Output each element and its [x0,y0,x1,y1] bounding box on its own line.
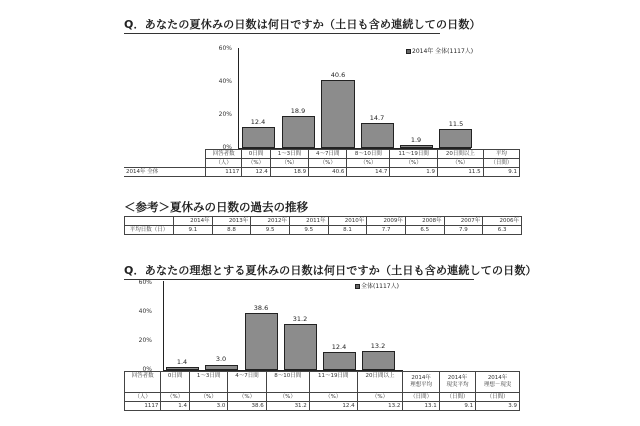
chart2-label-4to7days: 38.6 [253,304,269,312]
chart1-label-4to7days: 40.6 [330,71,346,79]
table3-value-ideal: 13.1 [403,402,439,411]
history-year-2011: 2011年 [289,217,328,226]
history-year-2014: 2014年 [174,217,213,226]
table1-value-respondents: 1117 [206,168,242,177]
chart2-bar-0days [166,367,199,370]
history-year-2013: 2013年 [212,217,251,226]
history-title: ＜参考＞夏休みの日数の過去の推移 [124,200,308,214]
table3-header-respondents: 回答者数 [125,372,161,393]
history-year-2012: 2012年 [251,217,290,226]
chart2-data-table [124,371,520,411]
table1-value-1to3days: 18.9 [270,168,308,177]
table1-value-average: 9.1 [483,168,519,177]
table1-unit-4to7days: （%） [309,159,347,168]
table3-value-0days: 1.4 [161,402,190,411]
table3-header-4to7days: 4～7日間 [228,372,266,393]
table3-unit-4to7days: （%） [228,393,266,402]
chart2-bar-20plusdays [362,351,395,370]
table1-unit-respondents: （人） [206,159,242,168]
chart2-ytick-60: 60% [138,279,152,286]
table1-blank [124,159,206,168]
chart1-bar-1to3days [282,116,315,148]
chart1-data-table [124,149,520,177]
table1-header-11to19days: 11～19日間 [390,150,438,159]
table3-header-8to10days: 8～10日間 [266,372,309,393]
chart2-legend [355,281,399,290]
chart2-label-1to3days: 3.0 [215,355,227,363]
table1-header-8to10days: 8～10日間 [347,150,390,159]
table3-unit-0days: （%） [161,393,190,402]
table3-value-8to10days: 31.2 [266,402,309,411]
chart2-bar-8to10days [284,324,317,370]
chart2-legend-label: 全体(1117人) [361,283,399,290]
table3-unit-ideal: （日間） [403,393,439,402]
history-value-2011: 9.5 [289,226,328,235]
table3-value-actual: 9.1 [439,402,475,411]
history-year-2008: 2008年 [405,217,444,226]
chart1-legend-label: 2014年 全体(1117人) [412,48,474,55]
table3-header-actual-label: 現実平均 [446,382,469,388]
table3-value-11to19days: 12.4 [309,402,357,411]
chart1-ytick-0: 0% [222,144,232,151]
table3-header-ideal-year: 2014年 [411,375,431,381]
history-table [124,216,522,235]
chart2-bar-1to3days [205,365,238,370]
table3-header-0days: 0日間 [161,372,190,393]
table1-header-respondents: 回答者数 [206,150,242,159]
chart1-bar-0days [242,127,275,148]
table3-unit-diff: （日間） [476,393,520,402]
table3-unit-1to3days: （%） [189,393,227,402]
table3-header-11to19days: 11～19日間 [309,372,357,393]
chart1-ytick-40: 40% [218,78,232,85]
history-row-label: 平均日数（日） [125,226,174,235]
table1-header-average: 平均 [483,150,519,159]
chart1-legend [406,46,473,55]
chart1-ytick-60: 60% [218,45,232,52]
chart1-label-11to19days: 1.9 [410,136,422,144]
table3-header-20plusdays: 20日間以上 [357,372,403,393]
history-value-2013: 8.8 [212,226,251,235]
table3-value-1to3days: 3.0 [189,402,227,411]
table1-header-0days: 0日間 [242,150,271,159]
table3-header-diff-label: 理想－現実 [483,382,512,388]
chart1-bar-4to7days [321,80,355,148]
table3-header-ideal-average [403,372,439,393]
table1-header-20plusdays: 20日間以上 [438,150,484,159]
history-year-2006: 2006年 [483,217,522,226]
table1-value-20plusdays: 11.5 [438,168,484,177]
history-corner [125,217,174,226]
history-year-2007: 2007年 [444,217,483,226]
table1-header-1to3days: 1～3日間 [270,150,308,159]
legend-swatch-icon [406,49,411,54]
table3-header-actual-average [439,372,475,393]
chart2-label-11to19days: 12.4 [331,343,347,351]
table3-unit-8to10days: （%） [266,393,309,402]
table1-value-8to10days: 14.7 [347,168,390,177]
history-value-2008: 6.5 [405,226,444,235]
table1-value-11to19days: 1.9 [390,168,438,177]
chart2-title: Q．あなたの理想とする夏休みの日数は何日ですか（土日も含め連続しての日数） [124,262,474,280]
table1-unit-average: （日間） [483,159,519,168]
chart2-label-8to10days: 31.2 [292,315,308,323]
history-value-2006: 6.3 [483,226,522,235]
history-value-2007: 7.9 [444,226,483,235]
table3-unit-20plusdays: （%） [357,393,403,402]
table3-value-4to7days: 38.6 [228,402,266,411]
chart2-label-20plusdays: 13.2 [370,342,386,350]
chart1-title: Q．あなたの夏休みの日数は何日ですか（土日も含め連続しての日数） [124,16,440,34]
table1-unit-8to10days: （%） [347,159,390,168]
chart1-label-20plusdays: 11.5 [448,120,464,128]
chart1-bar-8to10days [361,123,394,148]
history-value-2010: 8.1 [328,226,367,235]
history-value-2009: 7.7 [367,226,406,235]
legend-swatch-icon [355,284,360,289]
chart2-bar-11to19days [323,352,356,370]
table1-unit-11to19days: （%） [390,159,438,168]
table1-corner [124,150,206,159]
table3-header-diff-year: 2014年 [487,375,508,381]
chart1-label-1to3days: 18.9 [290,107,306,115]
table3-header-actual-year: 2014年 [447,375,468,381]
table3-header-1to3days: 1～3日間 [189,372,227,393]
table1-unit-20plusdays: （%） [438,159,484,168]
chart2-bar-4to7days [245,313,278,370]
chart1-ytick-20: 20% [218,111,232,118]
chart1-bar-11to19days [400,145,433,148]
table1-unit-0days: （%） [242,159,271,168]
table3-unit-11to19days: （%） [309,393,357,402]
chart1-bar-20plusdays [439,129,472,148]
chart1-label-8to10days: 14.7 [369,114,385,122]
table1-value-0days: 12.4 [242,168,271,177]
table3-value-respondents: 1117 [125,402,161,411]
history-year-2010: 2010年 [328,217,367,226]
history-value-2012: 9.5 [251,226,290,235]
table3-value-20plusdays: 13.2 [357,402,403,411]
chart2-ytick-40: 40% [138,308,152,315]
history-year-2009: 2009年 [367,217,406,226]
chart2-y-axis [163,281,164,370]
table1-unit-1to3days: （%） [270,159,308,168]
table1-value-4to7days: 40.6 [309,168,347,177]
table3-value-diff: 3.9 [476,402,520,411]
table3-unit-actual: （日間） [439,393,475,402]
history-value-2014: 9.1 [174,226,213,235]
table3-header-ideal-label: 理想平均 [410,382,433,388]
chart1-label-0days: 12.4 [250,118,266,126]
chart2-ytick-0: 0% [142,366,152,373]
chart1-y-axis [238,48,239,148]
table1-row-label: 2014年 全体 [124,168,206,177]
table3-unit-respondents: （人） [125,393,161,402]
chart2-label-0days: 1.4 [176,358,188,366]
table3-header-difference [476,372,520,393]
chart2-ytick-20: 20% [138,337,152,344]
table1-header-4to7days: 4～7日間 [309,150,347,159]
